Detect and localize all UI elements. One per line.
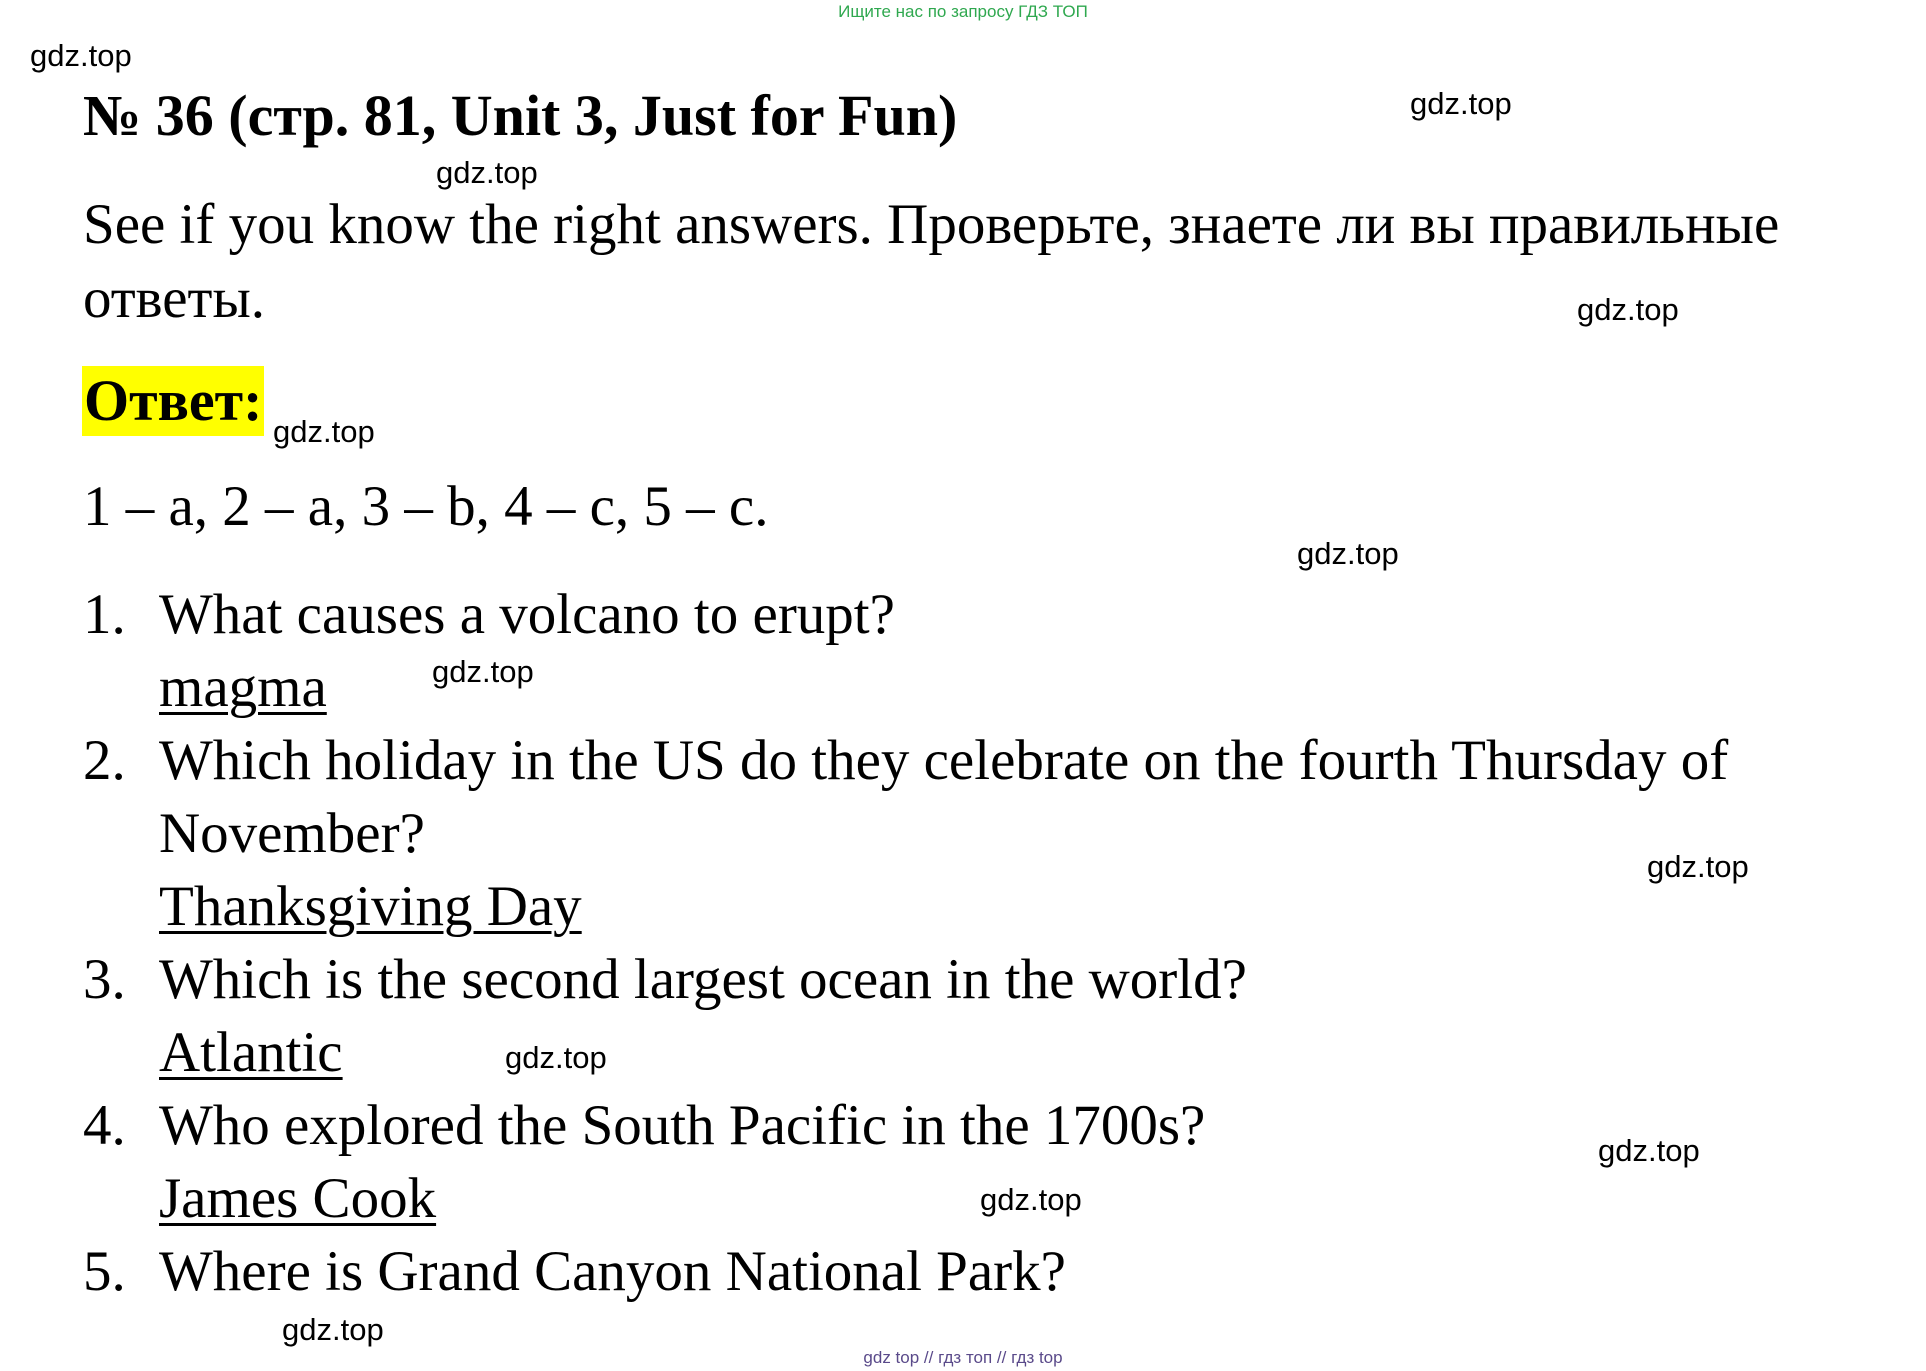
question-answer: James Cook — [159, 1167, 437, 1230]
question-text: What causes a volcano to erupt? — [159, 583, 895, 646]
question-text: Where is Grand Canyon National Park? — [159, 1240, 1066, 1303]
exercise-title: № 36 (стр. 81, Unit 3, Just for Fun) — [83, 83, 958, 148]
watermark: gdz.top — [505, 1040, 607, 1075]
watermark: gdz.top — [1577, 292, 1679, 327]
question-text: Which is the second largest ocean in the world? — [159, 948, 1247, 1011]
question-item — [83, 724, 1883, 943]
question-item — [83, 578, 1883, 724]
answers-summary: 1 – a, 2 – a, 3 – b, 4 – c, 5 – c. — [83, 475, 769, 538]
question-number: 1. — [83, 583, 126, 646]
watermark: gdz.top — [1297, 536, 1399, 571]
question-text: Who explored the South Pacific in the 1700s? — [159, 1094, 1206, 1157]
question-item — [83, 1089, 1883, 1235]
question-number: 4. — [83, 1094, 126, 1157]
watermark: gdz.top — [436, 155, 538, 190]
instruction-text: See if you know the right answers. Проверьте, знаете ли вы правильные ответы. — [83, 193, 1780, 330]
question-answer: Thanksgiving Day — [159, 875, 582, 938]
question-number: 5. — [83, 1240, 126, 1303]
watermark: gdz.top — [980, 1182, 1082, 1217]
watermark: gdz.top — [1647, 849, 1749, 884]
question-answer: magma — [159, 656, 327, 719]
question-answer: Atlantic — [159, 1021, 343, 1084]
question-text: Which holiday in the US do they celebrate on the fourth Thursday of November? — [159, 729, 1729, 865]
watermark: gdz.top — [273, 414, 375, 449]
question-list — [83, 578, 1883, 1308]
question-item — [83, 1235, 1883, 1308]
answer-label: Ответ: — [82, 366, 264, 436]
footer-links[interactable]: gdz top // гдз топ // гдз top — [863, 1348, 1063, 1367]
question-item — [83, 943, 1883, 1089]
question-number: 3. — [83, 948, 126, 1011]
watermark: gdz.top — [282, 1312, 384, 1347]
watermark: gdz.top — [1598, 1133, 1700, 1168]
top-banner[interactable]: Ищите нас по запросу ГДЗ ТОП — [838, 2, 1088, 21]
watermark: gdz.top — [1410, 86, 1512, 121]
watermark: gdz.top — [432, 654, 534, 689]
question-number: 2. — [83, 729, 126, 792]
watermark: gdz.top — [30, 38, 132, 73]
